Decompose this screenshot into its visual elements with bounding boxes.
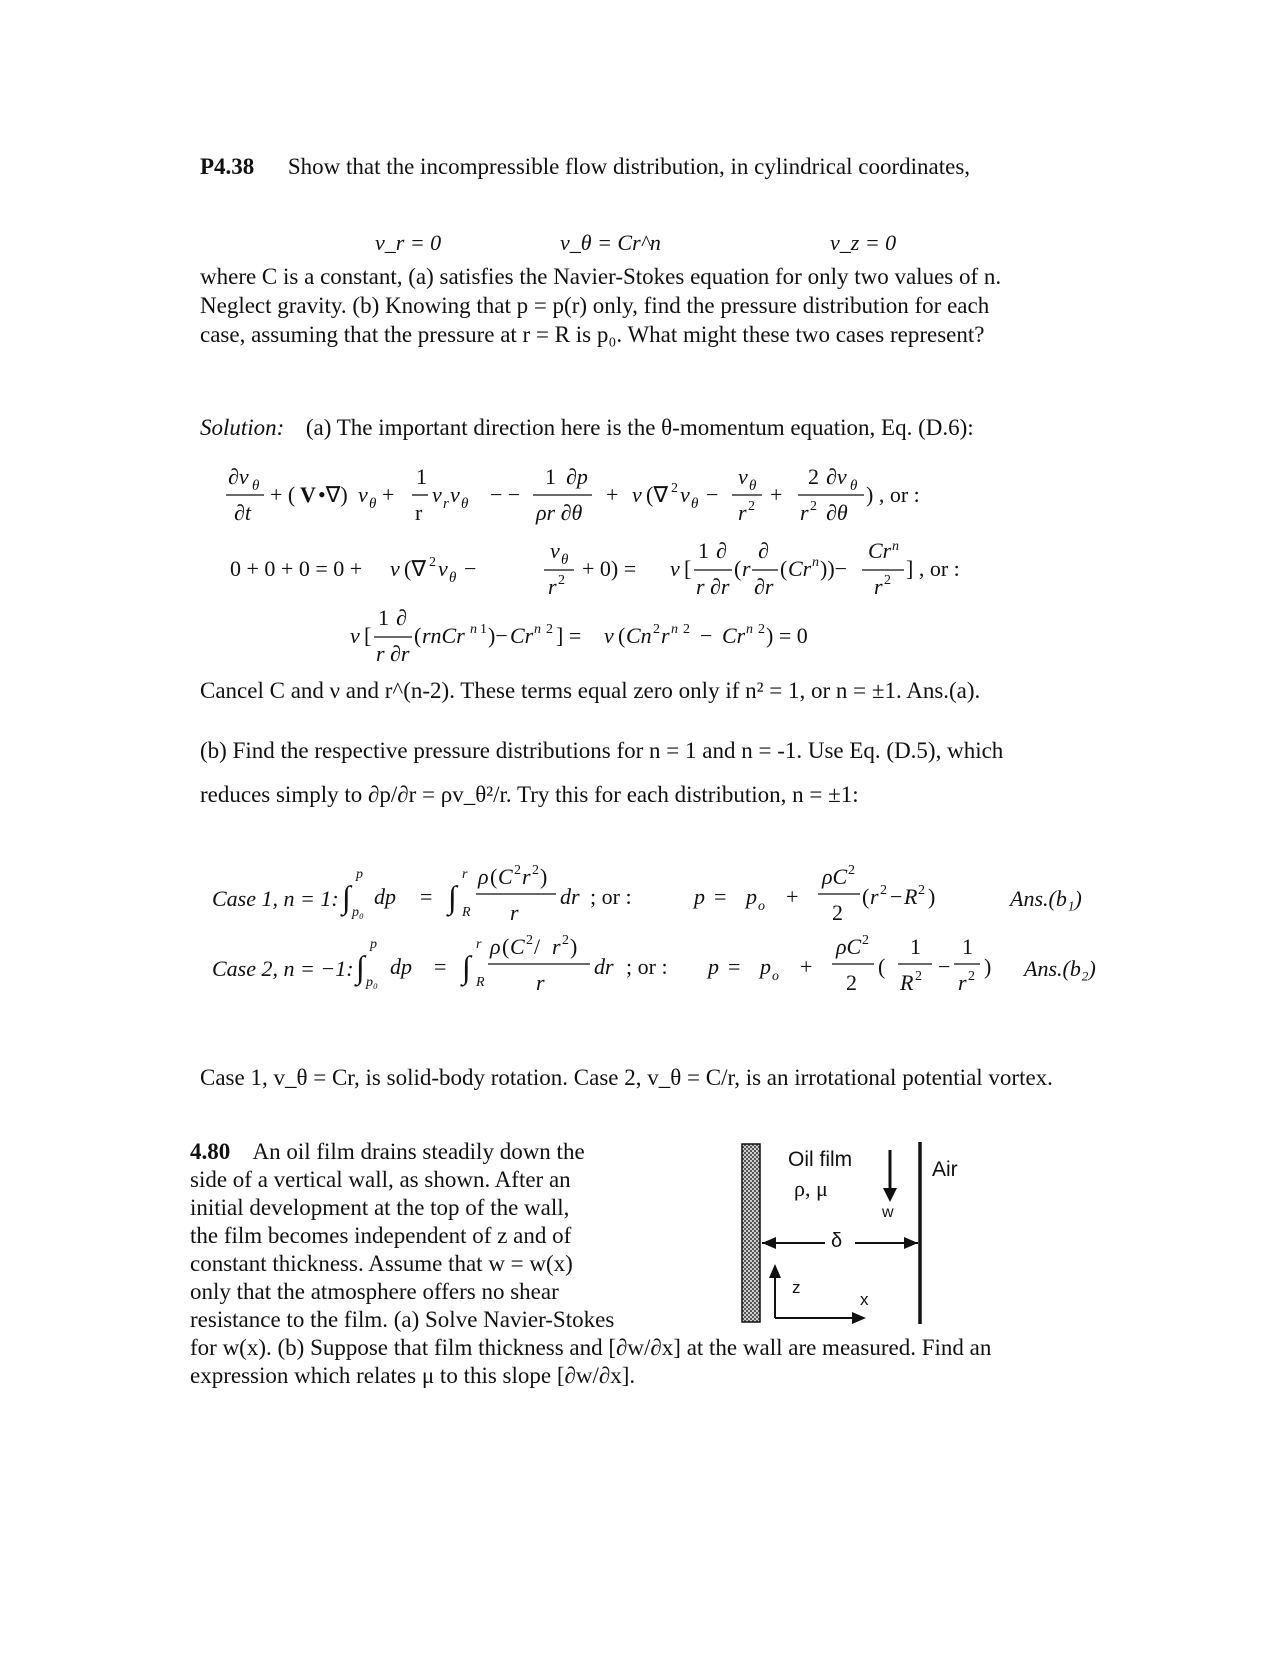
svg-text:2: 2 xyxy=(848,863,855,878)
svg-text:∂θ: ∂θ xyxy=(826,500,848,525)
svg-text:∂v: ∂v xyxy=(228,464,249,489)
svg-text:θ: θ xyxy=(749,478,757,494)
equation-2-graphic xyxy=(0,540,1280,610)
problem-480-text-2: side of a vertical wall, as shown. After an xyxy=(190,1167,571,1192)
svg-text:v: v xyxy=(432,482,442,507)
svg-text:ν: ν xyxy=(670,556,680,581)
svg-text:∫: ∫ xyxy=(356,949,365,985)
axis-z-label: z xyxy=(792,1278,801,1297)
fluid-properties-label: ρ, μ xyxy=(794,1176,828,1201)
svg-text:r: r xyxy=(510,900,519,925)
statement-line-1: where C is a constant, (a) satisfies the Navier-Stokes equation for only two values of n. xyxy=(200,264,1002,289)
velocity-vr: v_r = 0 xyxy=(375,230,442,255)
svg-text:θ: θ xyxy=(252,478,260,494)
problem-480-number: 4.80 xyxy=(190,1139,231,1164)
svg-text:n: n xyxy=(671,622,678,637)
problem-480-text-5: constant thickness. Assume that w = w(x) xyxy=(190,1251,573,1276)
svg-text:(: ( xyxy=(502,934,510,959)
svg-text:(∇: (∇ xyxy=(404,556,427,581)
svg-text:r: r xyxy=(462,867,468,882)
problem-438-header xyxy=(200,152,970,181)
svg-text:[: [ xyxy=(684,556,692,581)
svg-text:dr: dr xyxy=(594,954,614,979)
problem-480-text-1: An oil film drains steadily down the xyxy=(252,1139,585,1164)
solution-intro xyxy=(200,413,974,442)
svg-text:): ) xyxy=(928,884,936,909)
statement-line-3: case, assuming that the pressure at r = R is p₀. What might these two cases represent? xyxy=(200,322,985,347)
svg-text:2: 2 xyxy=(558,573,565,588)
case-1-label: Case 1, n = 1: xyxy=(212,886,339,911)
svg-text:ν: ν xyxy=(390,556,400,581)
svg-text:•∇): •∇) xyxy=(318,482,348,507)
svg-text:o: o xyxy=(772,969,779,984)
svg-text:2: 2 xyxy=(429,555,436,570)
svg-text:∫: ∫ xyxy=(342,879,351,915)
svg-text:1: 1 xyxy=(698,540,709,563)
svg-text:) = 0: ) = 0 xyxy=(766,623,808,648)
svg-text:0 + 0 + 0 = 0 +: 0 + 0 + 0 = 0 + xyxy=(230,556,363,581)
svg-text:r: r xyxy=(548,574,557,599)
oil-film-figure xyxy=(740,1140,980,1330)
svg-text:r ∂r: r ∂r xyxy=(376,641,410,666)
svg-text:ν: ν xyxy=(632,482,642,507)
svg-text:))−: ))− xyxy=(820,556,848,581)
svg-text:2: 2 xyxy=(880,883,887,898)
svg-text:r: r xyxy=(443,496,449,512)
svg-text:(: ( xyxy=(734,556,742,581)
svg-text:ν: ν xyxy=(350,623,360,648)
svg-text:1: 1 xyxy=(545,464,556,489)
svg-text:+: + xyxy=(770,482,783,507)
svg-text:r: r xyxy=(800,500,809,525)
svg-text:v: v xyxy=(680,482,690,507)
svg-text:θ: θ xyxy=(561,552,569,568)
svg-text:2: 2 xyxy=(514,863,521,878)
svg-text:∫: ∫ xyxy=(462,949,471,985)
svg-text:n: n xyxy=(470,622,477,637)
svg-text:] =: ] = xyxy=(556,623,582,648)
svg-text:) , or :: ) , or : xyxy=(866,482,920,507)
svg-text:(: ( xyxy=(878,954,886,979)
problem-480-text-8: for w(x). (b) Suppose that film thickness and [∂w/∂x] at the wall are measured. Find an xyxy=(190,1335,992,1360)
problem-480-text-4: the film becomes independent of z and of xyxy=(190,1223,572,1248)
svg-text:2: 2 xyxy=(526,933,533,948)
problem-480-text-7: resistance to the film. (a) Solve Navier-Stokes xyxy=(190,1307,615,1332)
svg-text:R: R xyxy=(462,905,471,920)
svg-text:−: − xyxy=(706,482,719,507)
problem-480-line-1 xyxy=(190,1137,585,1166)
svg-text:− −: − − xyxy=(490,482,521,507)
svg-text:∫: ∫ xyxy=(448,879,457,915)
svg-text:p: p xyxy=(694,884,705,909)
case-1-equation-graphic xyxy=(0,858,1280,938)
svg-text:p: p xyxy=(746,884,757,909)
equation-3-graphic xyxy=(0,605,1280,675)
statement-line-2: Neglect gravity. (b) Knowing that p = p(r) only, find the pressure distribution for each xyxy=(200,293,990,318)
svg-text:p: p xyxy=(370,937,377,952)
svg-text:∂: ∂ xyxy=(716,540,727,563)
svg-text:p₀: p₀ xyxy=(352,905,364,920)
oil-film-label: Oil film xyxy=(788,1148,853,1171)
svg-text:v: v xyxy=(358,482,368,507)
svg-text:θ: θ xyxy=(461,496,469,512)
svg-text:r: r xyxy=(738,500,747,525)
problem-480-text-3: initial development at the top of the wall, xyxy=(190,1195,570,1220)
svg-text:1: 1 xyxy=(480,622,487,637)
svg-text:dr: dr xyxy=(560,884,580,909)
svg-text:+: + xyxy=(606,482,619,507)
svg-text:−: − xyxy=(700,623,713,648)
svg-text:): ) xyxy=(570,934,578,959)
svg-text:; or :: ; or : xyxy=(590,884,632,909)
velocity-w-label: w xyxy=(882,1204,894,1221)
svg-text:Cn: Cn xyxy=(626,623,652,648)
svg-text:1: 1 xyxy=(962,934,973,959)
svg-text:/: / xyxy=(534,934,541,959)
svg-text:2: 2 xyxy=(808,464,819,489)
air-label: Air xyxy=(932,1158,958,1181)
svg-text:ρr ∂θ: ρr ∂θ xyxy=(536,500,583,525)
svg-text:+ 0) =: + 0) = xyxy=(582,556,637,581)
svg-text:; or :: ; or : xyxy=(626,954,668,979)
svg-text:2: 2 xyxy=(918,883,925,898)
svg-text:2: 2 xyxy=(683,622,690,637)
svg-text:+: + xyxy=(382,482,395,507)
svg-text:Cr: Cr xyxy=(788,556,812,581)
problem-438-number: P4.38 xyxy=(200,154,255,179)
problem-480-text-9: expression which relates μ to this slope [∂w/∂x]. xyxy=(190,1363,636,1388)
svg-text:2: 2 xyxy=(915,969,922,984)
svg-text:1: 1 xyxy=(910,934,921,959)
svg-text:ρ: ρ xyxy=(490,934,501,959)
svg-text:r: r xyxy=(874,574,883,599)
svg-text:θ: θ xyxy=(369,496,377,512)
svg-text:(∇: (∇ xyxy=(646,482,669,507)
svg-text:dp: dp xyxy=(374,884,396,909)
svg-text:∂t: ∂t xyxy=(234,500,251,525)
case-1-answer: Ans.(b₁) xyxy=(1010,886,1082,911)
svg-text:2: 2 xyxy=(546,622,553,637)
svg-text:v: v xyxy=(438,556,448,581)
svg-text:r: r xyxy=(476,937,482,952)
svg-text:Cr: Cr xyxy=(868,540,892,563)
cancel-line: Cancel C and ν and r^(n-2). These terms equal zero only if n² = 1, or n = ±1. Ans.(a). xyxy=(200,678,981,703)
svg-text:2: 2 xyxy=(862,933,869,948)
svg-text:r: r xyxy=(958,970,967,995)
svg-text:∂r: ∂r xyxy=(754,574,774,599)
svg-text:r: r xyxy=(870,884,879,909)
svg-text:ρC: ρC xyxy=(836,934,862,959)
svg-text:p: p xyxy=(760,954,771,979)
svg-text:θ: θ xyxy=(850,478,858,494)
svg-text:(: ( xyxy=(780,556,788,581)
svg-text:C: C xyxy=(510,934,525,959)
case-2-answer: Ans.(b₂) xyxy=(1024,956,1096,981)
svg-text:2: 2 xyxy=(968,969,975,984)
svg-text:r ∂r: r ∂r xyxy=(696,574,730,599)
svg-text:n: n xyxy=(746,622,753,637)
problem-480-text-6: only that the atmosphere offers no shear xyxy=(190,1279,559,1304)
svg-text:θ: θ xyxy=(449,570,457,586)
svg-text:+: + xyxy=(800,954,813,979)
velocity-vz: v_z = 0 xyxy=(830,230,897,255)
svg-text:v: v xyxy=(450,482,460,507)
svg-text:−: − xyxy=(890,884,903,909)
svg-text:r: r xyxy=(661,623,670,648)
svg-text:p₀: p₀ xyxy=(366,975,378,990)
svg-text:+: + xyxy=(786,884,799,909)
svg-text:ρC: ρC xyxy=(822,864,848,889)
svg-text:2: 2 xyxy=(846,970,857,995)
case-2-label: Case 2, n = −1: xyxy=(212,956,354,981)
svg-text:r: r xyxy=(522,864,531,889)
svg-text:∂v: ∂v xyxy=(826,464,847,489)
svg-text:−: − xyxy=(464,556,477,581)
svg-text:2: 2 xyxy=(810,499,817,514)
solution-label: Solution: xyxy=(200,415,285,440)
svg-text:p: p xyxy=(708,954,719,979)
svg-text:2: 2 xyxy=(832,900,843,925)
svg-text:)−: )− xyxy=(488,623,508,648)
svg-text:∂p: ∂p xyxy=(566,464,588,489)
svg-text:n: n xyxy=(812,555,819,570)
axis-x-label: x xyxy=(860,1290,869,1309)
svg-text:Cr: Cr xyxy=(722,623,746,648)
svg-text:θ: θ xyxy=(691,496,699,512)
svg-text:r: r xyxy=(552,934,561,959)
svg-text:−: − xyxy=(938,954,951,979)
svg-text:R: R xyxy=(476,975,485,990)
svg-text:(: ( xyxy=(862,884,870,909)
part-b-line-1: (b) Find the respective pressure distributions for n = 1 and n = -1. Use Eq. (D.5), which xyxy=(200,738,1004,763)
conclusion: Case 1, v_θ = Cr, is solid-body rotation. Case 2, v_θ = C/r, is an irrotational potential vortex. xyxy=(200,1065,1053,1090)
svg-text:n: n xyxy=(534,622,541,637)
svg-text:o: o xyxy=(758,899,765,914)
svg-text:2: 2 xyxy=(562,933,569,948)
svg-text:2: 2 xyxy=(653,622,660,637)
svg-text:ν: ν xyxy=(604,623,614,648)
velocity-vtheta: v_θ = Cr^n xyxy=(560,230,661,255)
svg-text:V: V xyxy=(300,482,316,507)
svg-text:1: 1 xyxy=(378,605,389,630)
part-a-intro: (a) The important direction here is the θ-momentum equation, Eq. (D.6): xyxy=(305,415,974,440)
svg-text:r: r xyxy=(742,556,751,581)
svg-text:(: ( xyxy=(618,623,626,648)
svg-text:(: ( xyxy=(414,623,422,648)
svg-text:∂: ∂ xyxy=(396,605,407,630)
svg-text:1: 1 xyxy=(416,464,427,489)
svg-text:R: R xyxy=(900,970,914,995)
svg-text:R: R xyxy=(904,884,918,909)
problem-438-intro: Show that the incompressible flow distribution, in cylindrical coordinates, xyxy=(287,154,971,179)
part-b-line-2: reduces simply to ∂p/∂r = ρv_θ²/r. Try this for each distribution, n = ±1: xyxy=(200,782,859,807)
svg-text:[: [ xyxy=(364,623,372,648)
svg-text:rnCr: rnCr xyxy=(422,623,465,648)
svg-text:∂: ∂ xyxy=(758,540,769,563)
svg-text:r: r xyxy=(536,970,545,995)
svg-text:=: = xyxy=(434,954,447,979)
svg-text:2: 2 xyxy=(532,863,539,878)
svg-text:): ) xyxy=(540,864,548,889)
thickness-delta-label: δ xyxy=(831,1230,843,1252)
svg-text:2: 2 xyxy=(671,481,678,496)
svg-text:] , or :: ] , or : xyxy=(906,556,960,581)
svg-text:C: C xyxy=(498,864,513,889)
svg-text:Cr: Cr xyxy=(510,623,534,648)
svg-text:p: p xyxy=(356,867,363,882)
svg-text:n: n xyxy=(892,540,899,554)
svg-text:v: v xyxy=(550,540,560,563)
svg-text:dp: dp xyxy=(390,954,412,979)
svg-text:): ) xyxy=(984,954,992,979)
svg-text:r: r xyxy=(415,500,423,525)
svg-text:=: = xyxy=(420,884,433,909)
svg-text:ρ: ρ xyxy=(478,864,489,889)
svg-text:=: = xyxy=(714,884,727,909)
svg-text:=: = xyxy=(728,954,741,979)
svg-text:(: ( xyxy=(490,864,498,889)
svg-text:2: 2 xyxy=(748,499,755,514)
svg-text:2: 2 xyxy=(884,573,891,588)
svg-text:+ (: + ( xyxy=(270,482,296,507)
svg-text:2: 2 xyxy=(758,622,765,637)
svg-text:v: v xyxy=(738,464,748,489)
